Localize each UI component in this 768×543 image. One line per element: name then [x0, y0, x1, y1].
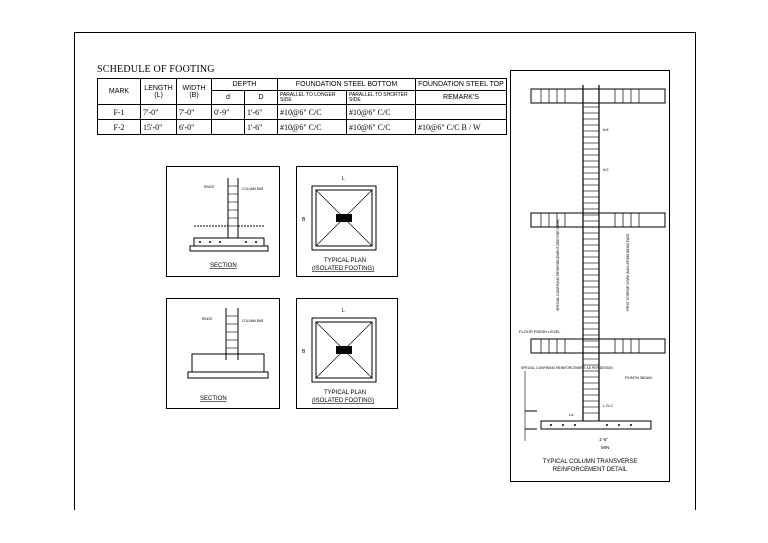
column-detail-drawing	[511, 71, 669, 481]
min-dim-label: 1'-6"	[599, 437, 608, 442]
rings-label-2: RINGS	[202, 317, 213, 321]
plan-sublabel: (ISOLATED FOOTING)	[312, 266, 375, 272]
table-row: F-2 15'-0" 6'-0" 1'-6" #10@6" C/C #10@6" C/C #10@6" C/C B / W	[98, 120, 507, 135]
column-bar-label: COLUMN BAR	[242, 187, 264, 191]
column-detail-title-2: REINFORCEMENT DETAIL	[552, 467, 628, 473]
header-steel-bottom: FOUNDATION STEEL BOTTOM	[278, 79, 416, 91]
section-label: SECTION	[210, 263, 237, 269]
special-confining-vertical: SPECIAL CONFINING REINFORCEMENT(SEE FOR CASE)	[556, 219, 560, 311]
typical-plan-detail	[296, 166, 398, 277]
header-length: LENGTH (L)	[141, 79, 177, 105]
header-depth-d: d	[212, 91, 245, 105]
h4-label: h/4	[603, 127, 609, 132]
column-detail-title-1: TYPICAL COLUMN TRANSVERSE	[542, 459, 638, 465]
header-width: WIDTH (B)	[177, 79, 212, 105]
header-shorter-side: PARALLEL TO SHORTER SIDE	[347, 91, 416, 105]
header-remarks: REMARK'S	[416, 91, 507, 105]
plinth-beam-label: PLINTH BEAM	[625, 375, 652, 380]
rings-label: RINGS	[204, 185, 215, 189]
table-row: F-1 7'-0" 7'-0" 0'-9" 1'-6" #10@6" C/C #10@6" C/C	[98, 105, 507, 120]
ldc-label: L.D.C	[603, 403, 614, 408]
special-confining-label: SPECIAL CONFINING REINFORCEMENT AS PER DESIGN	[521, 366, 613, 370]
header-longer-side: PARALLEL TO LONGER SIDE	[278, 91, 347, 105]
header-steel-top: FOUNDATION STEEL TOP	[416, 79, 507, 91]
schedule-title: SCHEDULE OF FOOTING	[97, 64, 215, 75]
plan-label-2: TYPICAL PLAN	[324, 390, 367, 396]
ld-label: Ld	[569, 412, 574, 417]
min-label: MIN	[601, 445, 610, 450]
section-label-2: SECTION	[200, 396, 227, 402]
first-stirrup-label: FIRST STIRRUP 50MM (MAX.)FROM BEAM FACE	[626, 233, 630, 311]
footing-schedule-table	[97, 78, 507, 135]
header-depth-D: D	[245, 91, 278, 105]
floor-finish-label: FLOOR FINISH LEVEL	[519, 329, 561, 334]
plan-label: TYPICAL PLAN	[324, 258, 367, 264]
typical-plan-detail-2	[296, 298, 398, 409]
column-detail-panel	[510, 70, 670, 482]
header-depth: DEPTH	[212, 79, 278, 91]
footing-section-detail-2	[166, 298, 280, 409]
footing-section-detail	[166, 166, 280, 277]
h2-label: h/2	[603, 167, 609, 172]
header-mark: MARK	[98, 79, 141, 105]
plan-sublabel-2: (ISOLATED FOOTING)	[312, 398, 375, 404]
dim-B-2: B	[302, 349, 306, 355]
dim-L-2: L	[342, 308, 345, 314]
dim-B: B	[302, 217, 306, 223]
dim-L: L	[342, 176, 345, 182]
column-bar-label-2: COLUMN BAR	[242, 319, 264, 323]
